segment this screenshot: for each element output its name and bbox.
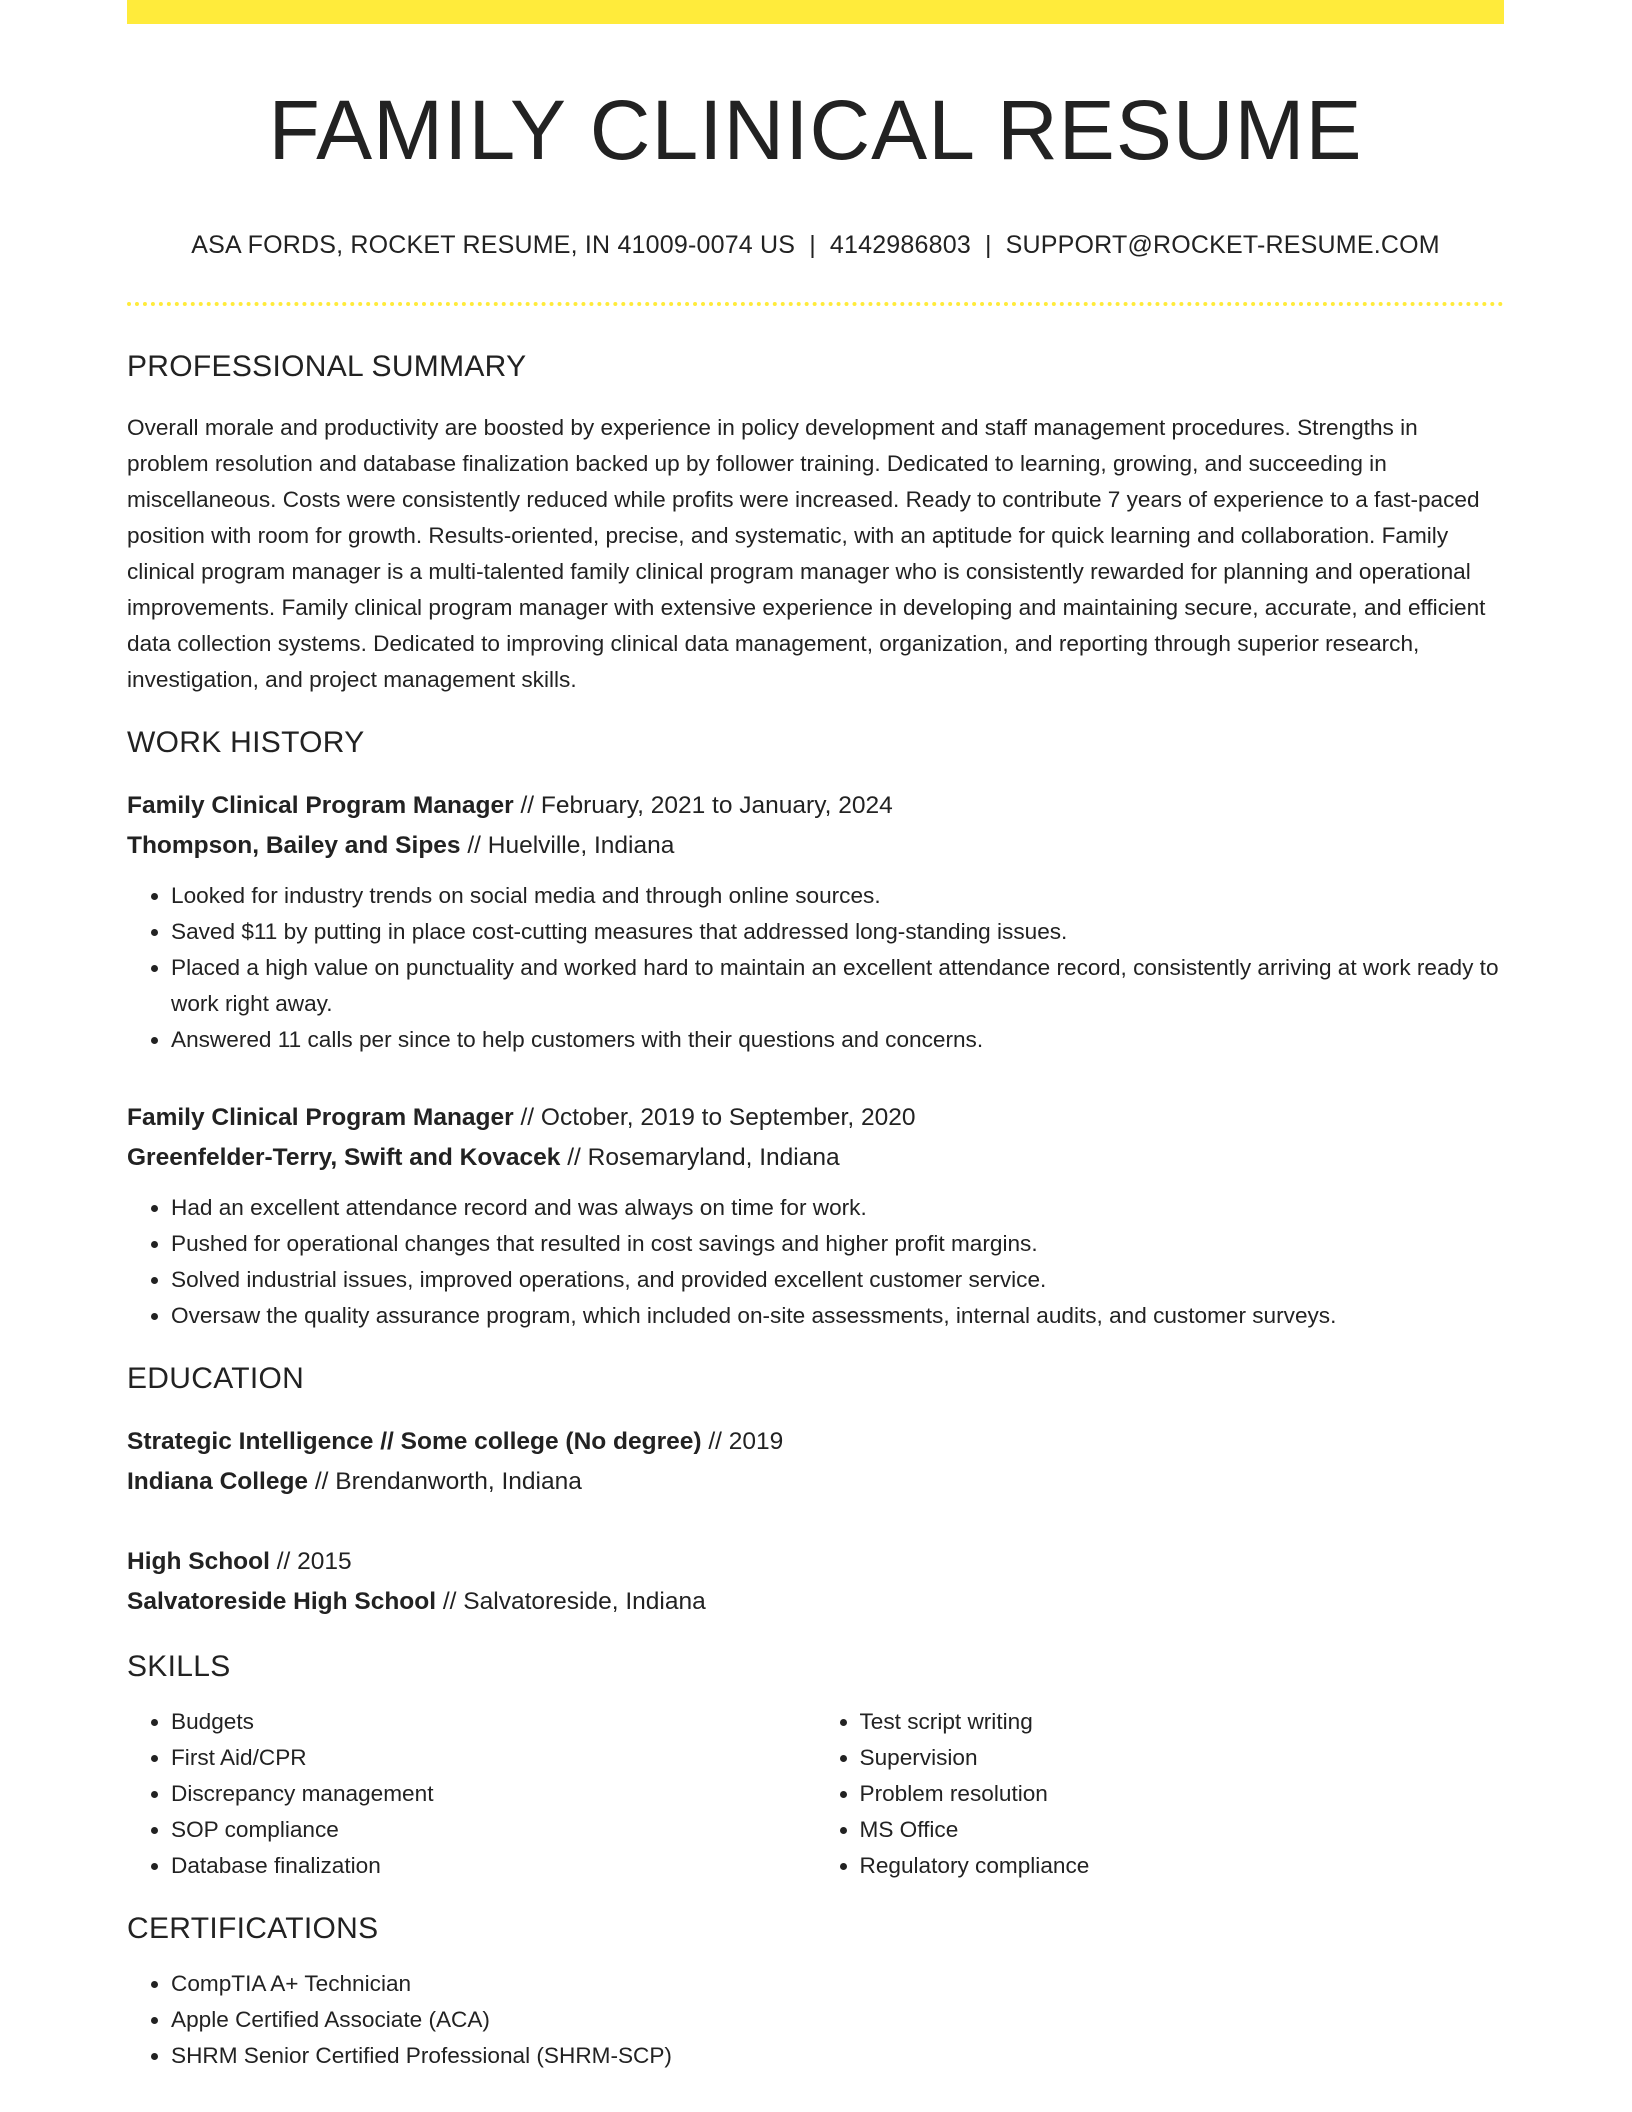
job-location: // Rosemaryland, Indiana — [560, 1143, 840, 1171]
list-item: • Looked for industry trends on social media and through online sources. — [171, 878, 1504, 914]
contact-separator: | — [809, 230, 816, 259]
list-item: • Problem resolution — [860, 1776, 1505, 1812]
list-item: • SOP compliance — [171, 1812, 816, 1848]
list-item: • Discrepancy management — [171, 1776, 816, 1812]
education-entry — [127, 1542, 1504, 1622]
education-year: // 2015 — [269, 1547, 352, 1575]
education-school: Indiana College — [127, 1467, 309, 1495]
job-company-line — [127, 826, 1504, 866]
list-item: • Database finalization — [171, 1848, 816, 1884]
list-item: • Apple Certified Associate (ACA) — [171, 2002, 1504, 2038]
job-dates: // October, 2019 to September, 2020 — [513, 1103, 916, 1131]
education-school-line — [127, 1582, 1504, 1622]
education-degree-line — [127, 1422, 1504, 1462]
list-item: • MS Office — [860, 1812, 1505, 1848]
certifications-list — [127, 1966, 1504, 2074]
list-item: • Answered 11 calls per since to help customers with their questions and concerns. — [171, 1022, 1504, 1058]
section-heading-certifications: CERTIFICATIONS — [127, 1911, 379, 1945]
list-item: • Saved $11 by putting in place cost-cutting measures that addressed long-standing issues. — [171, 914, 1504, 950]
job-company: Thompson, Bailey and Sipes — [127, 831, 461, 859]
education-location: // Salvatoreside, Indiana — [436, 1587, 706, 1615]
job-title: Family Clinical Program Manager — [127, 1103, 514, 1131]
list-item: • Test script writing — [860, 1704, 1505, 1740]
list-item: • Budgets — [171, 1704, 816, 1740]
education-entry — [127, 1422, 1504, 1502]
list-item: • CompTIA A+ Technician — [171, 1966, 1504, 2002]
job-dates: // February, 2021 to January, 2024 — [513, 791, 893, 819]
list-item: • Oversaw the quality assurance program, which included on-site assessments, internal audits, and customer surveys. — [171, 1298, 1504, 1334]
list-item: • Solved industrial issues, improved operations, and provided excellent customer service. — [171, 1262, 1504, 1298]
top-accent-bar — [127, 0, 1504, 24]
job-title: Family Clinical Program Manager — [127, 791, 514, 819]
list-item: • Regulatory compliance — [860, 1848, 1505, 1884]
education-degree: Strategic Intelligence // Some college (No degree) — [127, 1427, 702, 1455]
job-title-line — [127, 1098, 1504, 1138]
contact-separator: | — [984, 230, 992, 259]
resume-title: FAMILY CLINICAL RESUME — [268, 83, 1363, 177]
section-heading-skills: SKILLS — [127, 1649, 231, 1683]
job-bullets — [127, 878, 1504, 1058]
job-entry — [127, 1098, 1504, 1334]
job-title-line — [127, 786, 1504, 826]
education-school: Salvatoreside High School — [127, 1587, 437, 1615]
education-location: // Brendanworth, Indiana — [308, 1467, 582, 1495]
list-item: • Supervision — [860, 1740, 1505, 1776]
list-item: • Pushed for operational changes that resulted in cost savings and higher profit margins. — [171, 1226, 1504, 1262]
section-heading-education: EDUCATION — [127, 1361, 305, 1395]
job-bullets — [127, 1190, 1504, 1334]
job-company: Greenfelder-Terry, Swift and Kovacek — [127, 1143, 561, 1171]
summary-paragraph: Overall morale and productivity are boosted by experience in policy development and staff management procedures. Strengths in problem resolution and database finalization backed up by follower training. Dedicated to learning, growing, and succeeding in miscellaneous. Costs were consistently reduced while profits were increased. Ready to contribute 7 years of experience to a fast-paced position with room for growth. Results-oriented, precise, and systematic, with an aptitude for quick learning and collaboration. Family clinical program manager is a multi-talented family clinical program manager who is consistently rewarded for planning and operational improvements. Family clinical program manager with extensive experience in developing and maintaining secure, accurate, and efficient data collection systems. Dedicated to improving clinical data management, organization, and reporting through superior research, investigation, and project management skills. — [127, 414, 1486, 692]
contact-phone: 4142986803 — [829, 230, 971, 259]
education-degree-line — [127, 1542, 1504, 1582]
skills-list-right — [816, 1704, 1505, 1884]
list-item: • Placed a high value on punctuality and worked hard to maintain an excellent attendance record, consistently arriving at work ready to work right away. — [171, 950, 1504, 1022]
list-item: • First Aid/CPR — [171, 1740, 816, 1776]
list-item: • Had an excellent attendance record and was always on time for work. — [171, 1190, 1504, 1226]
education-school-line — [127, 1462, 1504, 1502]
education-year: // 2019 — [701, 1427, 784, 1455]
skills-columns — [127, 1704, 1504, 1884]
header-divider — [127, 302, 1504, 306]
section-heading-work-history: WORK HISTORY — [127, 725, 365, 759]
education-degree: High School — [127, 1547, 270, 1575]
section-heading-summary: PROFESSIONAL SUMMARY — [127, 349, 527, 383]
job-company-line — [127, 1138, 1504, 1178]
contact-line — [127, 231, 1504, 260]
contact-email: SUPPORT@ROCKET-RESUME.COM — [1005, 230, 1440, 259]
skills-list-left — [127, 1704, 816, 1884]
job-entry — [127, 786, 1504, 1058]
job-location: // Huelville, Indiana — [460, 831, 675, 859]
resume-page — [127, 0, 1504, 2074]
contact-address: ASA FORDS, ROCKET RESUME, IN 41009-0074 US — [191, 230, 796, 259]
list-item: • SHRM Senior Certified Professional (SHRM-SCP) — [171, 2038, 1504, 2074]
